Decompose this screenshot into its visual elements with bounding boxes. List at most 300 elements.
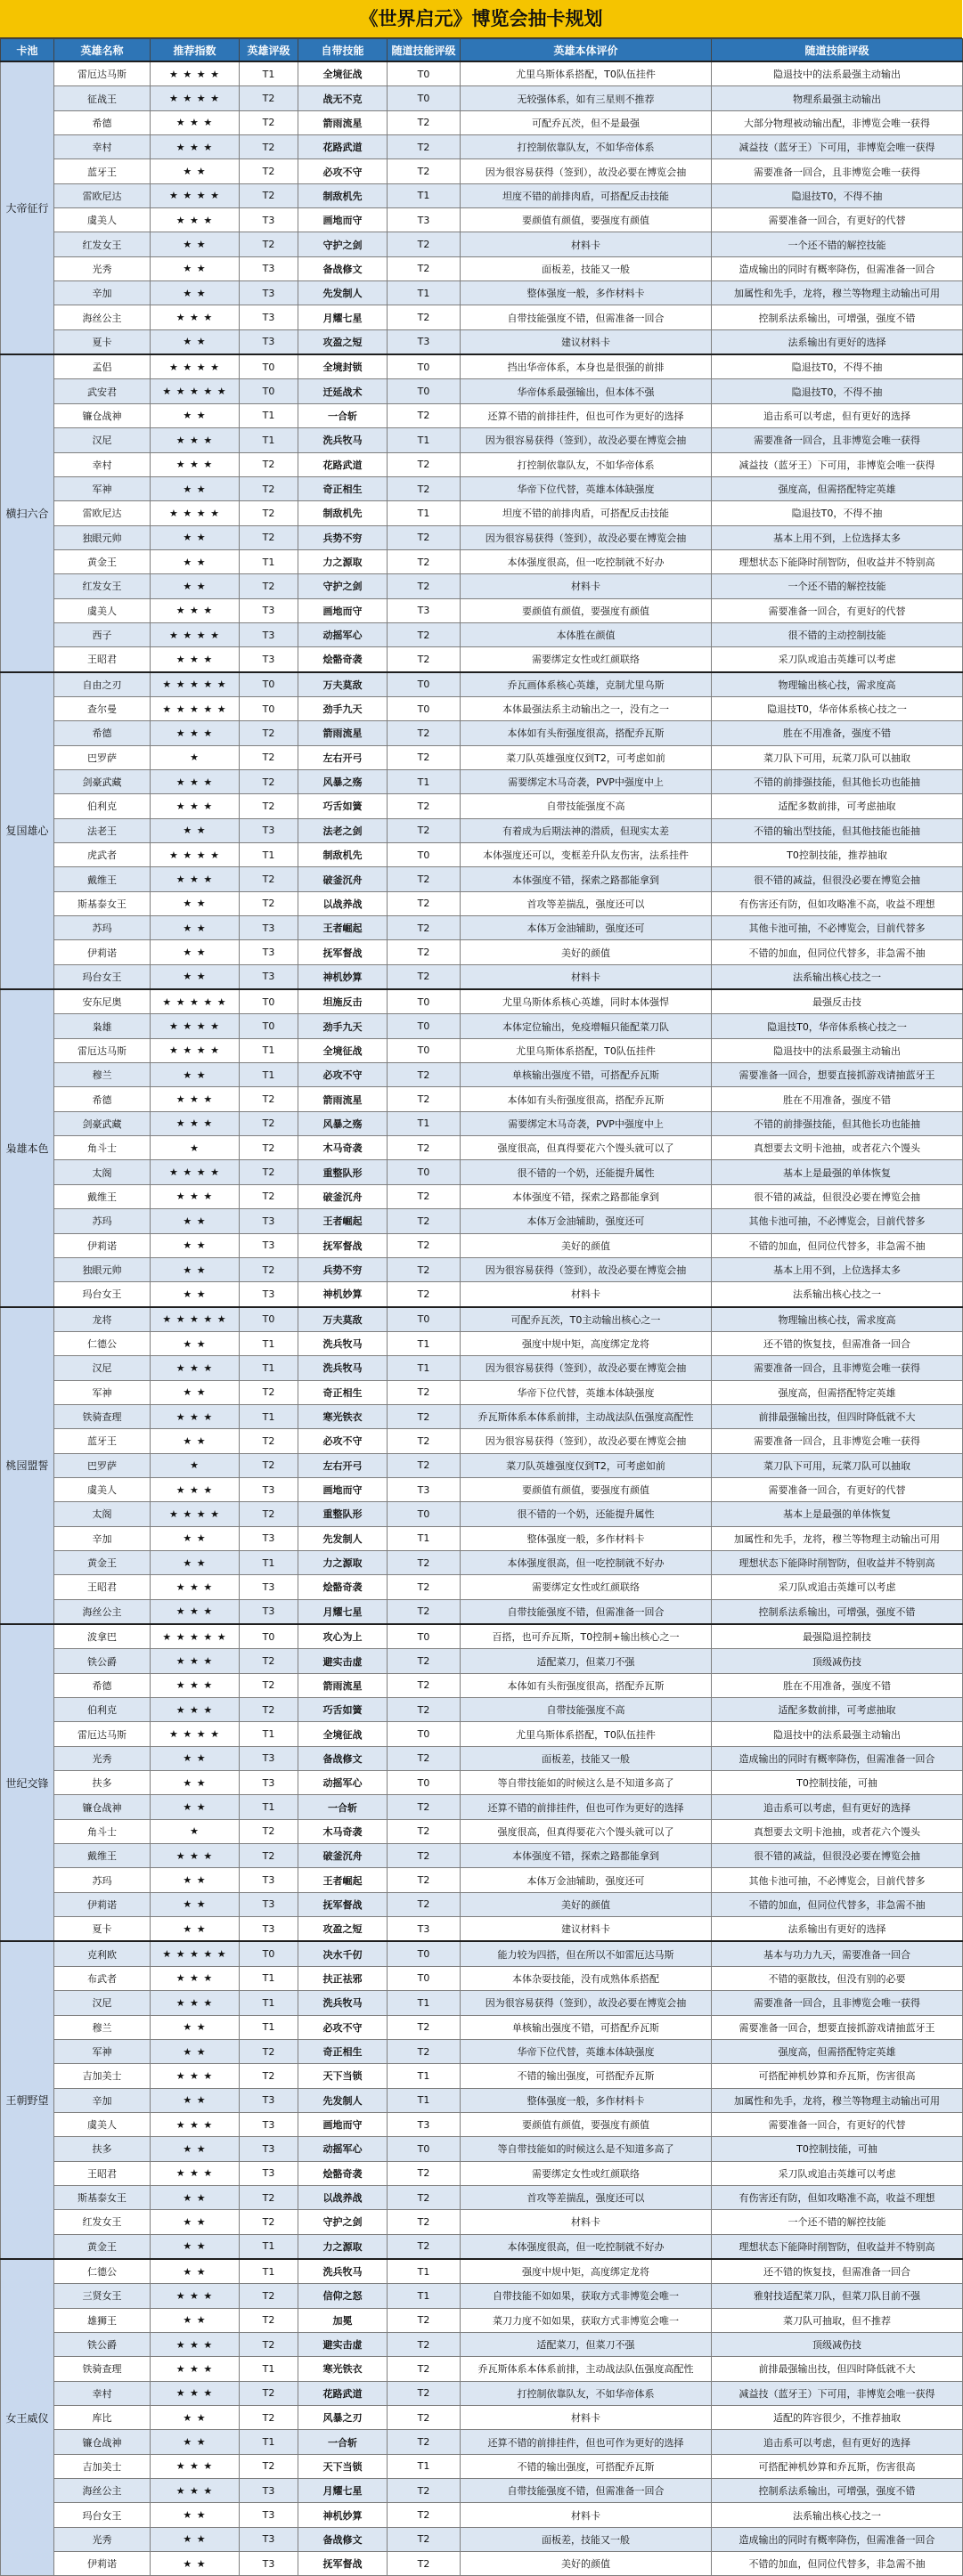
skill-grade: T0 [388,1307,461,1332]
table-row [1,916,963,940]
hero-review: 自带技能强度不错，但需准备一回合 [461,305,712,329]
recommend-stars: ★ ★ [151,476,240,500]
table-row [1,1892,963,1916]
table-row [1,1111,963,1135]
hero-grade: T1 [240,1356,298,1380]
own-skill: 风暴之殇 [298,1111,388,1135]
skill-review: 有伤害还有防，但如攻略准不高，收益不理想 [712,891,963,915]
skill-review: T0控制技能，可抽 [712,2137,963,2161]
hero-name: 布武者 [54,1966,151,1990]
own-skill: 箭雨流星 [298,1673,388,1697]
hero-review: 尤里乌斯体系搭配，T0队伍挂件 [461,1722,712,1746]
hero-grade: T2 [240,2284,298,2308]
recommend-stars: ★ ★ [151,2088,240,2112]
hero-name: 龙将 [54,1307,151,1332]
table-row [1,1038,963,1062]
skill-review: 菜刀队可抽取，但不推荐 [712,2308,963,2332]
skill-grade: T0 [388,1966,461,1990]
skill-review: 隐退技T0，不得不抽 [712,183,963,207]
recommend-stars: ★ ★ ★ [151,1991,240,2015]
recommend-stars: ★ ★ ★ [151,2332,240,2356]
skill-grade: T2 [388,2210,461,2234]
hero-name: 雷厄达马斯 [54,61,151,86]
hero-grade: T3 [240,598,298,622]
table-row [1,964,963,989]
table-row [1,305,963,329]
hero-grade: T2 [240,232,298,256]
own-skill: 洗兵牧马 [298,1356,388,1380]
hero-review: 本体强度很高，但一吃控制就不好办 [461,2234,712,2259]
skill-review: 一个还不错的解控技能 [712,2210,963,2234]
pool-name: 复国雄心 [1,672,54,989]
hero-review: 面板差，技能又一般 [461,2527,712,2551]
recommend-stars: ★ ★ ★ [151,208,240,232]
hero-review: 可配乔瓦茨，但不是最强 [461,110,712,134]
hero-name: 红发女王 [54,574,151,598]
skill-grade: T2 [388,2015,461,2039]
hero-name: 夏卡 [54,329,151,354]
skill-grade: T1 [388,1356,461,1380]
own-skill: 加冕 [298,2308,388,2332]
recommend-stars: ★ ★ ★ [151,1844,240,1868]
table-row [1,329,963,354]
own-skill: 信仰之怒 [298,2284,388,2308]
skill-grade: T0 [388,2137,461,2161]
own-skill: 必攻不守 [298,159,388,183]
hero-name: 库比 [54,2406,151,2430]
own-skill: 先发制人 [298,2088,388,2112]
recommend-stars: ★ ★ [151,256,240,280]
hero-name: 希德 [54,1673,151,1697]
hero-name: 雄狮王 [54,2308,151,2332]
skill-review: 造成输出的同时有概率降伤，但需准备一回合 [712,256,963,280]
recommend-stars: ★ ★ [151,1795,240,1819]
skill-review: 基本与功力九天，需要准备一回合 [712,1941,963,1966]
hero-name: 伊莉诺 [54,1892,151,1916]
hero-review: 本体强度很高，但一吃控制就不好办 [461,549,712,573]
hero-review: 等自带技能如的时候这么是不知道多高了 [461,2137,712,2161]
own-skill: 画地而守 [298,208,388,232]
own-skill: 抚军督战 [298,2552,388,2576]
skill-review: 采刀队或追击英雄可以考虑 [712,647,963,672]
hero-review: 首攻等差揣乱，强度还可以 [461,2185,712,2209]
hero-grade: T2 [240,476,298,500]
hero-name: 铁公爵 [54,2332,151,2356]
table-row [1,1087,963,1111]
recommend-stars: ★ ★ [151,549,240,573]
skill-review: 需要准备一回合，想要直接抓游戏请抽蓝牙王 [712,2015,963,2039]
hero-name: 玛台女王 [54,2503,151,2527]
skill-grade: T2 [388,2308,461,2332]
own-skill: 烩骼奇袭 [298,2161,388,2185]
own-skill: 兵势不穷 [298,1257,388,1281]
table-row [1,2284,963,2308]
table-row [1,989,963,1014]
recommend-stars: ★ ★ ★ [151,2454,240,2478]
hero-review: 华帝下位代替，英雄本体缺强度 [461,476,712,500]
hero-review: 需要绑定木马奇袭，PVP中强度中上 [461,1111,712,1135]
own-skill: 抚军督战 [298,940,388,964]
hero-name: 伊莉诺 [54,1233,151,1257]
table-row [1,1233,963,1257]
skill-grade: T1 [388,2088,461,2112]
hero-name: 海丝公主 [54,2479,151,2503]
hero-name: 波拿巴 [54,1624,151,1649]
hero-grade: T1 [240,2357,298,2381]
skill-grade: T1 [388,2259,461,2284]
recommend-stars: ★ ★ ★ ★ [151,1014,240,1038]
skill-review: 造成输出的同时有概率降伤，但需准备一回合 [712,2527,963,2551]
hero-review: 还算不错的前排挂件，但也可作为更好的选择 [461,1795,712,1819]
hero-review: 面板差，技能又一般 [461,1746,712,1770]
skill-review: 雅射技适配菜刀队，但菜刀队目前不强 [712,2284,963,2308]
own-skill: 制敌机先 [298,843,388,867]
table-row [1,208,963,232]
hero-review: 材料卡 [461,964,712,989]
recommend-stars: ★ ★ ★ [151,428,240,452]
skill-grade: T2 [388,1698,461,1722]
own-skill: 抚军督战 [298,1233,388,1257]
recommend-stars: ★ ★ ★ ★ [151,843,240,867]
table-row [1,1550,963,1574]
hero-grade: T3 [240,1526,298,1550]
recommend-stars: ★ ★ [151,916,240,940]
hero-review: 要颜值有颜值，要强度有颜值 [461,208,712,232]
hero-review: 本体强度不错，探索之路都能拿到 [461,1184,712,1208]
hero-name: 苏玛 [54,1868,151,1892]
skill-grade: T3 [388,2112,461,2136]
skill-review: 需要准备一回合，有更好的代替 [712,1477,963,1501]
hero-grade: T3 [240,281,298,305]
skill-review: 不错的输出型技能，但其他技能也能抽 [712,818,963,842]
skill-grade: T1 [388,1111,461,1135]
skill-grade: T2 [388,2527,461,2551]
own-skill: 兵势不穷 [298,525,388,549]
hero-grade: T3 [240,2479,298,2503]
recommend-stars: ★ ★ ★ [151,305,240,329]
hero-name: 王昭君 [54,647,151,672]
table-row [1,354,963,379]
own-skill: 风暴之刃 [298,2406,388,2430]
skill-grade: T2 [388,1892,461,1916]
skill-grade: T2 [388,1746,461,1770]
table-row [1,598,963,622]
hero-review: 乔瓦斯体系本体系前排，主动战法队伍强度高配性 [461,1404,712,1428]
skill-grade: T0 [388,354,461,379]
hero-grade: T1 [240,549,298,573]
header-recommend: 推荐指数 [151,39,240,62]
table-row [1,843,963,867]
recommend-stars: ★ ★ [151,1746,240,1770]
own-skill: 神机妙算 [298,2503,388,2527]
own-skill: 必攻不守 [298,2015,388,2039]
table-row [1,281,963,305]
skill-review: 一个还不错的解控技能 [712,232,963,256]
hero-name: 查尔曼 [54,696,151,720]
skill-grade: T1 [388,183,461,207]
skill-grade: T2 [388,256,461,280]
hero-review: 乔瓦斯体系本体系前排，主动战法队伍强度高配性 [461,2357,712,2381]
hero-name: 剑豪武藏 [54,769,151,793]
skill-grade: T2 [388,2357,461,2381]
own-skill: 巧舌如簧 [298,794,388,818]
skill-review: 隐退技中的法系最强主动输出 [712,1722,963,1746]
hero-grade: T3 [240,1575,298,1599]
table-row [1,2332,963,2356]
hero-grade: T3 [240,2552,298,2576]
recommend-stars: ★ ★ ★ ★ [151,1722,240,1746]
hero-grade: T2 [240,721,298,745]
skill-review: 物理输出核心技，需求度高 [712,1307,963,1332]
hero-grade: T2 [240,1673,298,1697]
hero-review: 很不错的一个奶，还能提升属性 [461,1160,712,1184]
own-skill: 攻心为上 [298,1624,388,1649]
hero-name: 角斗士 [54,1136,151,1160]
hero-grade: T2 [240,1429,298,1453]
table-row [1,2527,963,2551]
table-row [1,549,963,573]
recommend-stars: ★ ★ ★ ★ [151,501,240,525]
skill-review: 需要准备一回合，有更好的代替 [712,598,963,622]
hero-review: 自带技能强度不高 [461,1698,712,1722]
skill-grade: T3 [388,329,461,354]
hero-name: 海丝公主 [54,1599,151,1624]
skill-grade: T0 [388,1038,461,1062]
recommend-stars: ★ [151,1453,240,1477]
own-skill: 破釜沉舟 [298,1184,388,1208]
own-skill: 以战养战 [298,891,388,915]
skill-grade: T0 [388,1941,461,1966]
skill-grade: T2 [388,2430,461,2454]
skill-grade: T2 [388,159,461,183]
hero-review: 因为很容易获得（签到），故没必要在博览会抽 [461,1257,712,1281]
hero-name: 太阁 [54,1160,151,1184]
hero-name: 虞美人 [54,2112,151,2136]
hero-grade: T1 [240,428,298,452]
hero-review: 建议材料卡 [461,329,712,354]
skill-review: 胜在不用准备，强度不错 [712,1673,963,1697]
skill-review: 不错的加血，但同位代替多，非急需不抽 [712,1892,963,1916]
skill-review: 采刀队或追击英雄可以考虑 [712,1575,963,1599]
hero-grade: T2 [240,1453,298,1477]
header-skill-grade: 随道技能评级 [388,39,461,62]
own-skill: 力之源取 [298,549,388,573]
recommend-stars: ★ ★ [151,940,240,964]
recommend-stars: ★ ★ [151,2552,240,2576]
skill-review: 需要准备一回合，有更好的代替 [712,2112,963,2136]
hero-review: 尤里乌斯体系核心英雄，同时本体强悍 [461,989,712,1014]
skill-review: 基本上是最强的单体恢复 [712,1160,963,1184]
hero-name: 汉尼 [54,1991,151,2015]
skill-grade: T2 [388,2503,461,2527]
skill-grade: T2 [388,1380,461,1404]
skill-grade: T2 [388,110,461,134]
hero-review: 整体强度一般，多作材料卡 [461,2088,712,2112]
hero-grade: T2 [240,2381,298,2405]
recommend-stars: ★ ★ [151,1380,240,1404]
hero-name: 玛台女王 [54,1282,151,1307]
hero-grade: T2 [240,1819,298,1843]
table-row [1,1991,963,2015]
hero-review: 单核输出强度不错，可搭配乔瓦斯 [461,2015,712,2039]
own-skill: 攻盈之短 [298,1917,388,1942]
skill-review: 隐退技T0，华帝体系核心技之一 [712,1014,963,1038]
hero-grade: T1 [240,1063,298,1087]
hero-grade: T3 [240,1868,298,1892]
hero-name: 三贤女王 [54,2284,151,2308]
skill-review: 适配的阵容很少，不推荐抽取 [712,2406,963,2430]
skill-review: 其他卡池可抽，不必博览会，目前代替多 [712,916,963,940]
skill-grade: T0 [388,989,461,1014]
own-skill: 寒光铁衣 [298,2357,388,2381]
hero-review: 本体如有头衔强度很高，搭配乔瓦斯 [461,1087,712,1111]
hero-review: 强度很高，但真得要花六个馒头就可以了 [461,1819,712,1843]
hero-name: 戴维王 [54,1844,151,1868]
table-row [1,1868,963,1892]
skill-grade: T1 [388,769,461,793]
own-skill: 神机妙算 [298,964,388,989]
recommend-stars: ★ ★ ★ [151,452,240,476]
hero-grade: T2 [240,2406,298,2430]
hero-name: 斯基泰女王 [54,2185,151,2209]
hero-name: 幸村 [54,452,151,476]
hero-review: 自带技能强度不错，但需准备一回合 [461,2479,712,2503]
hero-review: 本体万金油辅助，强度还可 [461,1209,712,1233]
skill-grade: T2 [388,940,461,964]
own-skill: 洗兵牧马 [298,2259,388,2284]
table-row [1,672,963,697]
table-row [1,2185,963,2209]
skill-grade: T0 [388,1771,461,1795]
own-skill: 花路武道 [298,2381,388,2405]
table-row [1,1526,963,1550]
recommend-stars: ★ ★ [151,2503,240,2527]
skill-review: 可搭配神机妙算和乔瓦斯，伤害很高 [712,2064,963,2088]
table-row [1,183,963,207]
table-row [1,501,963,525]
skill-review: 基本上用不到，上位选择太多 [712,1257,963,1281]
table-row [1,110,963,134]
table-row [1,1453,963,1477]
skill-grade: T2 [388,1819,461,1843]
own-skill: 洗兵牧马 [298,428,388,452]
own-skill: 备战修文 [298,256,388,280]
table-row [1,1941,963,1966]
recommend-stars: ★ ★ [151,1331,240,1355]
hero-review: 材料卡 [461,1282,712,1307]
skill-review: 有伤害还有防，但如攻略准不高，收益不理想 [712,2185,963,2209]
table-row [1,1160,963,1184]
own-skill: 奇正相生 [298,1380,388,1404]
table-row [1,1819,963,1843]
own-skill: 寒光铁衣 [298,1404,388,1428]
hero-name: 虞美人 [54,598,151,622]
hero-name: 克利欧 [54,1941,151,1966]
table-row [1,2064,963,2088]
own-skill: 全境征战 [298,61,388,86]
skill-review: 菜刀队下可用，玩菜刀队可以抽取 [712,1453,963,1477]
skill-grade: T2 [388,1453,461,1477]
skill-grade: T2 [388,525,461,549]
table-row [1,1209,963,1233]
recommend-stars: ★ ★ [151,1429,240,1453]
skill-grade: T2 [388,794,461,818]
skill-grade: T2 [388,135,461,159]
hero-name: 伯利克 [54,1698,151,1722]
skill-review: 胜在不用准备，强度不错 [712,1087,963,1111]
table-row [1,1917,963,1942]
hero-review: 华帝体系最强输出，但本体不强 [461,379,712,403]
own-skill: 动摇军心 [298,2137,388,2161]
table-row [1,867,963,891]
own-skill: 先发制人 [298,281,388,305]
skill-grade: T2 [388,549,461,573]
hero-grade: T0 [240,1624,298,1649]
own-skill: 守护之剑 [298,232,388,256]
skill-review: 法系输出有更好的选择 [712,1917,963,1942]
hero-grade: T1 [240,1404,298,1428]
hero-name: 辛加 [54,281,151,305]
own-skill: 洗兵牧马 [298,1331,388,1355]
hero-grade: T3 [240,647,298,672]
own-skill: 巧舌如簧 [298,1698,388,1722]
own-skill: 守护之剑 [298,2210,388,2234]
recommend-stars: ★ ★ [151,1282,240,1307]
hero-name: 雷厄达马斯 [54,1722,151,1746]
recommend-stars: ★ ★ ★ [151,2479,240,2503]
table-row [1,1673,963,1697]
table-row [1,1477,963,1501]
own-skill: 以战养战 [298,2185,388,2209]
own-skill: 制敌机先 [298,501,388,525]
skill-review: 顶级减伤技 [712,1649,963,1673]
skill-grade: T1 [388,2064,461,2088]
hero-name: 吉加美士 [54,2454,151,2478]
own-skill: 月耀七星 [298,1599,388,1624]
own-skill: 劲手九天 [298,696,388,720]
hero-grade: T3 [240,1771,298,1795]
hero-grade: T2 [240,1184,298,1208]
recommend-stars: ★ ★ ★ [151,2357,240,2381]
hero-review: 菜刀力度不如如果，获取方式非博览会唯一 [461,2308,712,2332]
hero-grade: T2 [240,891,298,915]
recommend-stars: ★ ★ ★ [151,598,240,622]
hero-review: 美好的颜值 [461,1233,712,1257]
hero-review: 适配菜刀，但菜刀不强 [461,2332,712,2356]
own-skill: 攻盈之短 [298,329,388,354]
hero-review: 本体杂耍技能，没有成熟体系搭配 [461,1966,712,1990]
table-row [1,1282,963,1307]
table-row [1,2088,963,2112]
own-skill: 抚军督战 [298,1892,388,1916]
hero-review: 整体强度一般，多作材料卡 [461,281,712,305]
hero-grade: T3 [240,1599,298,1624]
hero-name: 扶多 [54,1771,151,1795]
table-row [1,2137,963,2161]
own-skill: 箭雨流星 [298,110,388,134]
skill-review: 需要准备一回合，且非博览会唯一获得 [712,428,963,452]
skill-review: 不错的加血，但同位代替多，非急需不抽 [712,2552,963,2576]
pool-name: 大帝征行 [1,61,54,354]
own-skill: 扶正祛邪 [298,1966,388,1990]
recommend-stars: ★ ★ ★ [151,721,240,745]
recommend-stars: ★ ★ ★ [151,1477,240,1501]
table-row [1,1502,963,1526]
hero-name: 安东尼奥 [54,989,151,1014]
table-row [1,2381,963,2405]
hero-grade: T3 [240,256,298,280]
table-row [1,1063,963,1087]
